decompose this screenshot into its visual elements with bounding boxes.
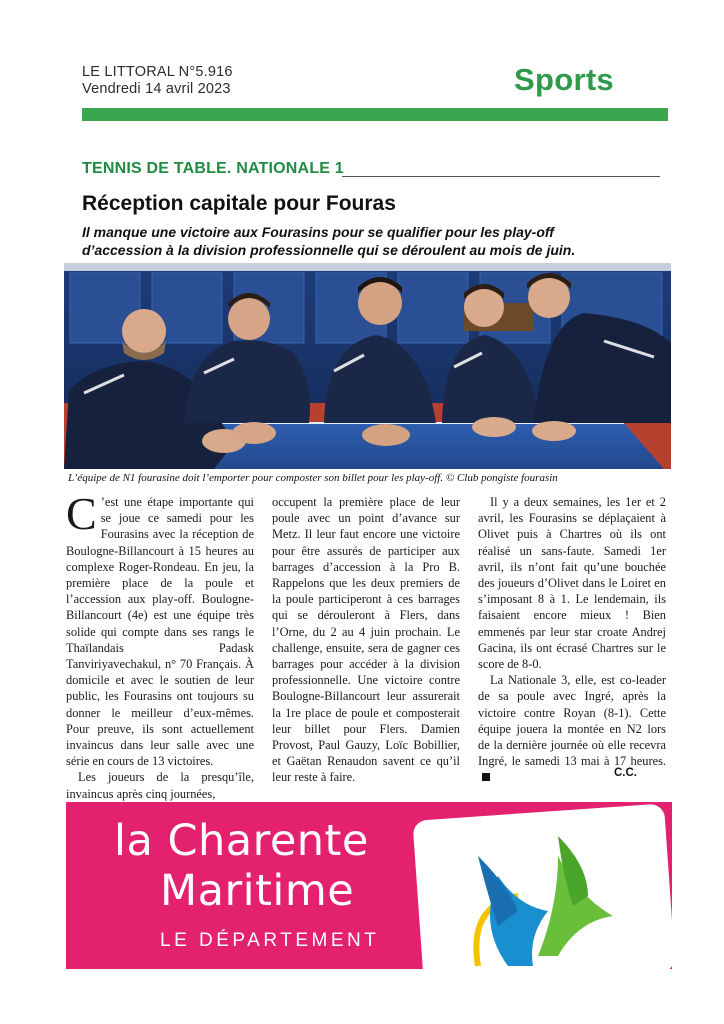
- end-mark-icon: [482, 773, 490, 781]
- article-standfirst: Il manque une victoire aux Fourasins pour se qualifier pour les play-off d’accession à la division professionnelle qui se déroulent au mois de juin.: [82, 224, 576, 258]
- paragraph: Les joueurs de la presqu’île, invaincus après cinq journées,: [66, 770, 254, 801]
- drop-cap: C: [66, 488, 97, 539]
- birds-logo-icon: [438, 816, 648, 966]
- paragraph: [66, 488, 254, 769]
- article-column-3: [478, 494, 666, 786]
- section-divider-bar: [82, 108, 668, 121]
- advert-subtitle: LE DÉPARTEMENT: [160, 930, 380, 951]
- advert-title-line1: la Charente: [114, 816, 369, 866]
- section-title: Sports: [514, 62, 614, 97]
- article-column-1: [66, 488, 254, 802]
- advert-title-line2: Maritime: [160, 866, 355, 916]
- team-photo: [64, 263, 671, 469]
- photo-caption: L’équipe de N1 fourasine doit l’emporter pour composter son billet pour les play-off. © Club pongiste fourasin: [68, 472, 558, 484]
- article-column-2: [272, 494, 460, 786]
- paragraph-text: La Nationale 3, elle, est co-leader de sa poule avec Ingré, après la victoire contre Royan (8-1). Cette équipe jouera la montée en N2 lors de la dernière journée où elle recevra Ingré, le samedi 13 mai à 17 heures.: [478, 673, 666, 769]
- masthead: [82, 64, 233, 98]
- publication-issue: LE LITTORAL N°5.916: [82, 64, 233, 80]
- advert-banner: [66, 802, 672, 969]
- paragraph: [478, 672, 666, 785]
- article-kicker: TENNIS DE TABLE. NATIONALE 1: [82, 160, 344, 177]
- kicker-rule: [342, 176, 660, 177]
- paragraph-text: ’est une étape importante qui se joue ce samedi pour les Fourasins avec la réception de Boulogne-Billancourt à 15 heures au complexe Roger-Rondeau. En jeu, la première place de la poule et l’accession aux play-off. Boulogne-Billancourt (4e) est une équipe très solide qui compte dans ses rangs le Thaïlandais Padask Tanviriyavechakul, n° 70 Français. À domicile et avec le soutien de leur public, les Fourasins ont toujours su donner le meilleur d’eux-mêmes. Pour preuve, ils sont actuellement invaincus dans leur salle avec une série en cours de 13 victoires.: [66, 495, 254, 769]
- paragraph: occupent la première place de leur poule avec un point d’avance sur Metz. Il leur faut encore une victoire pour être assurés de participer aux barrages d’accession à la Pro B. Rappelons que les deux premiers de la poule participeront à ces barrages qui se dérouleront à Flers, dans l’Orne, du 2 au 4 juin prochain. Le challenge, ensuite, sera de gagner ces barrages pour accéder à la division professionnelle. Une victoire contre Boulogne-Billancourt leur assurerait la 1re place de poule et composterait leur billet pour Flers. Damien Provost, Paul Gauzy, Loïc Bobillier, et Gaëtan Renaudon savent ce qu’il leur reste à faire.: [272, 495, 460, 785]
- publication-date: Vendredi 14 avril 2023: [82, 81, 231, 97]
- article-headline: Réception capitale pour Fouras: [82, 192, 396, 215]
- paragraph: Il y a deux semaines, les 1er et 2 avril, les Fourasins se déplaçaient à Olivet puis à Chartres où ils ont réalisé un sans-faute. Samedi 1er avril, ils n’ont fait qu’une bouchée des joueurs d’Olivet dans le Loiret en s’imposant 8 à 1. Le lendemain, ils faisaient encore mieux ! Bien emmenés par leur star croate Andrej Gacina, ils ont écrasé Chartres sur le score de 8-0.: [478, 495, 666, 672]
- author-signature: C.C.: [614, 767, 637, 779]
